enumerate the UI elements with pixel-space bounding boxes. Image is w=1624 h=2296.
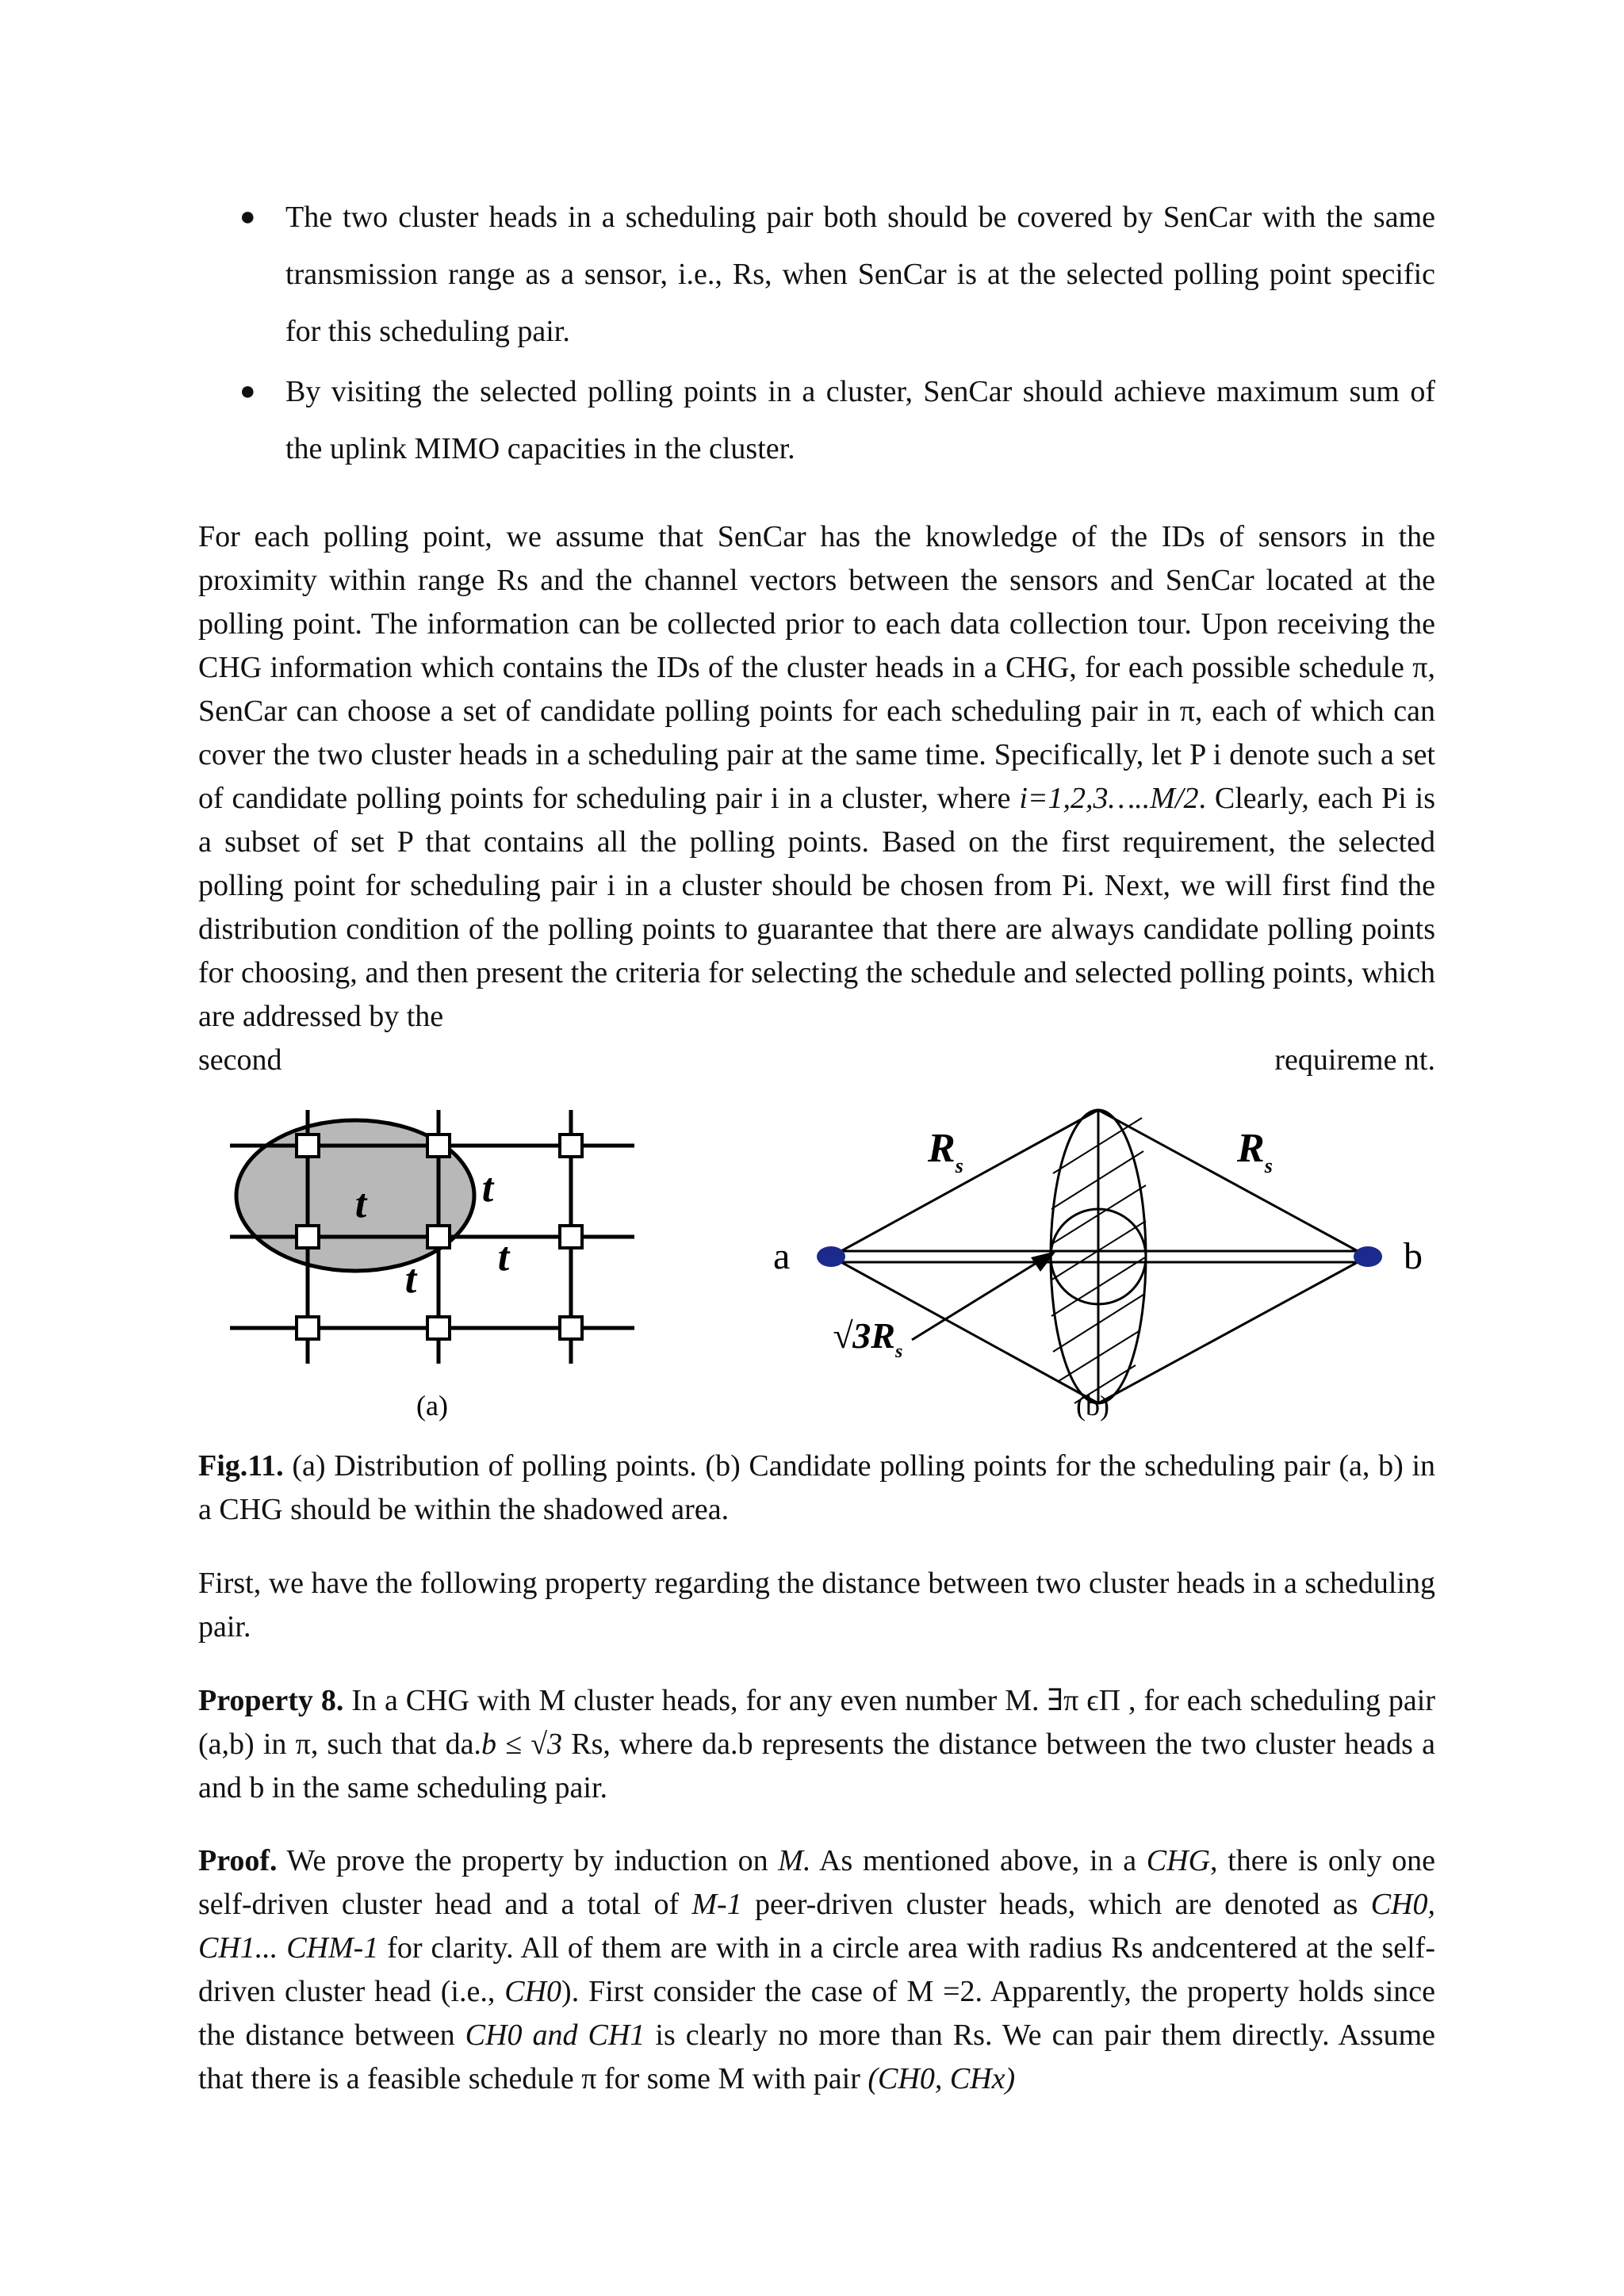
node-label-b: b bbox=[1404, 1235, 1423, 1277]
property-8: Property 8. In a CHG with M cluster heads, for any even number M. ∃π ϵΠ , for each scheduling pair (a,b) in π, such that da.b ≤ √3 Rs, where da.b represents the distance between the two cluster heads a and b in the same scheduling pair. bbox=[198, 1684, 1435, 1804]
rs-label-left: $R_s$ bbox=[928, 1126, 963, 1177]
proof-paragraph: Proof. We prove the property by induction on M. As mentioned above, in a CHG, there is only one self-driven cluster head and a total of M-1 peer-driven cluster heads, which are denoted as CH0, CH1... CHM-1 for clarity. All of them are with in a circle area with radius Rs andcentered at the self-driven cluster head (i.e., CH0). First consider the case of M =2. Apparently, the property holds since the distance between CH0 and CH1 is clearly no more than Rs. We can pair them directly. Assume that there is a feasible schedule π for some M with pair (CH0, CHx) bbox=[198, 1844, 1436, 2095]
region-label: t bbox=[404, 1257, 417, 1302]
rs-label-right: $R_s$ bbox=[1237, 1126, 1273, 1177]
figure-b-diagram bbox=[773, 1110, 1423, 1422]
figure-caption: Fig.11. (a) Distribution of polling points. (b) Candidate polling points for the scheduling pair (a, b) in a CHG should be within the shadowed area. bbox=[198, 1449, 1435, 1526]
figure-a-grid bbox=[230, 1110, 634, 1422]
list-item-text: The two cluster heads in a scheduling pair both should be covered by SenCar with the same transmission range as a sensor, i.e., Rs, when SenCar is at the selected polling point specific for this scheduling pair. bbox=[285, 201, 1435, 348]
list-item bbox=[230, 363, 1435, 477]
bullet-icon: ● bbox=[239, 377, 256, 406]
list-item bbox=[230, 189, 1435, 360]
paragraph-property-intro: First, we have the following property regarding the distance between two cluster heads in a scheduling pair. bbox=[198, 1567, 1435, 1644]
region-label: t bbox=[497, 1234, 510, 1280]
cluster-head-a bbox=[817, 1246, 845, 1267]
list-item-text: By visiting the selected polling points in a cluster, SenCar should achieve maximum sum of the uplink MIMO capacities in the cluster. bbox=[285, 375, 1435, 465]
figure-11 bbox=[214, 1102, 1483, 1435]
cluster-head-b bbox=[1354, 1246, 1382, 1267]
sqrt3-rs-label: $√3R_s$ bbox=[833, 1315, 903, 1362]
figure-b-caption: (b) bbox=[1076, 1390, 1109, 1422]
paragraph-polling-points: For each polling point, we assume that SenCar has the knowledge of the IDs of sensors in the proximity within range Rs and the channel vectors between the sensors and SenCar located at the polling point. The information can be collected prior to each data collection tour. Upon receiving the CHG information which contains the IDs of the cluster heads in a CHG, for each possible schedule π, SenCar can choose a set of candidate polling points for each scheduling pair in π, each of which can cover the two cluster heads in a scheduling pair at the same time. Specifically, let P i denote such a set of candidate polling points for scheduling pair i in a cluster, where i=1,2,3…..M/2. Clearly, each Pi is a subset of set P that contains all the polling points. Based on the first requirement, the selected polling point for scheduling pair i in a cluster should be chosen from Pi. Next, we will first find the distribution condition of the polling points to guarantee that there are always candidate polling points for choosing, and then present the criteria for selecting the schedule and selected polling points, which are addressed by the second requireme nt. bbox=[198, 515, 1435, 1082]
region-label: t bbox=[354, 1181, 367, 1226]
region-label: t bbox=[481, 1165, 494, 1211]
requirements-list bbox=[230, 189, 1435, 477]
bullet-icon: ● bbox=[239, 202, 256, 232]
node-label-a: a bbox=[773, 1235, 791, 1277]
figure-a-caption: (a) bbox=[416, 1390, 448, 1422]
paragraph-last-line: second requireme nt. bbox=[198, 1043, 1435, 1077]
